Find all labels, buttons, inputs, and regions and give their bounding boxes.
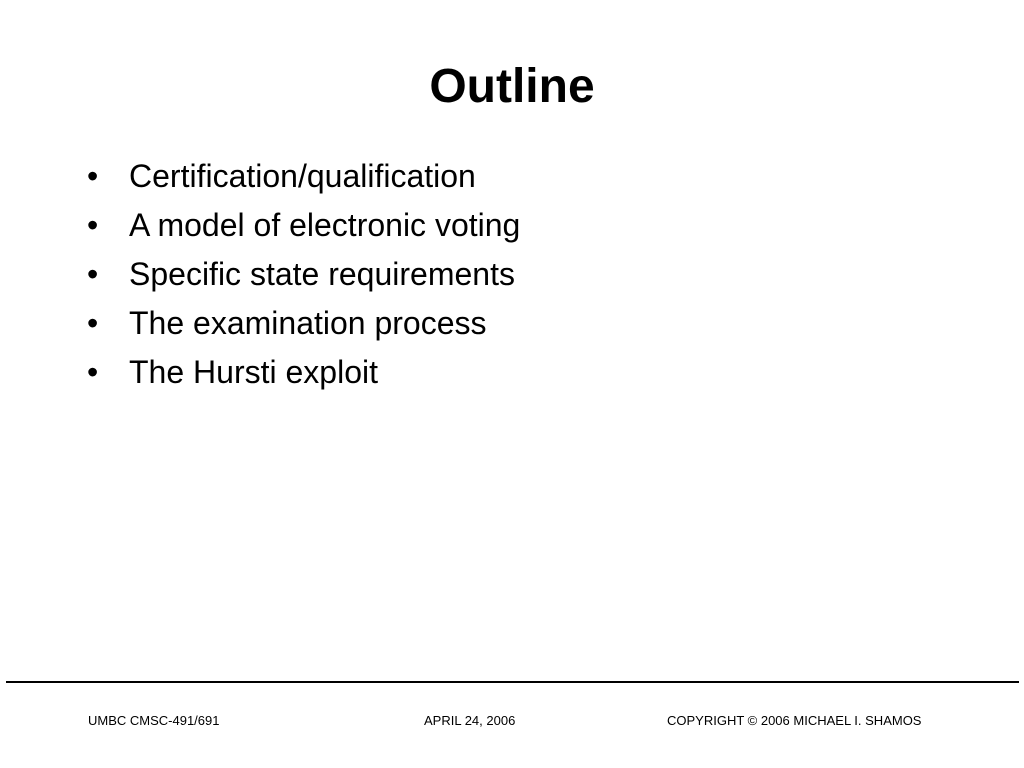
bullet-item <box>87 203 520 252</box>
bullet-list <box>87 154 520 399</box>
bullet-marker: • <box>87 305 99 341</box>
bullet-item <box>87 301 520 350</box>
bullet-item <box>87 350 520 399</box>
footer-copyright: COPYRIGHT © 2006 MICHAEL I. SHAMOS <box>667 713 922 728</box>
footer-course-label: UMBC CMSC-491/691 <box>88 713 220 728</box>
bullet-marker: • <box>87 354 99 390</box>
bullet-item <box>87 252 520 301</box>
footer-divider <box>6 681 1019 683</box>
bullet-text: A model of electronic voting <box>129 207 521 243</box>
bullet-text: Specific state requirements <box>129 256 515 292</box>
bullet-marker: • <box>87 158 99 194</box>
footer-date: APRIL 24, 2006 <box>424 713 516 728</box>
slide-title: Outline <box>429 60 595 113</box>
bullet-item <box>87 154 520 203</box>
bullet-marker: • <box>87 256 99 292</box>
bullet-text: Certification/qualification <box>129 158 476 194</box>
bullet-marker: • <box>87 207 99 243</box>
bullet-text: The examination process <box>129 305 487 341</box>
bullet-text: The Hursti exploit <box>129 354 378 390</box>
